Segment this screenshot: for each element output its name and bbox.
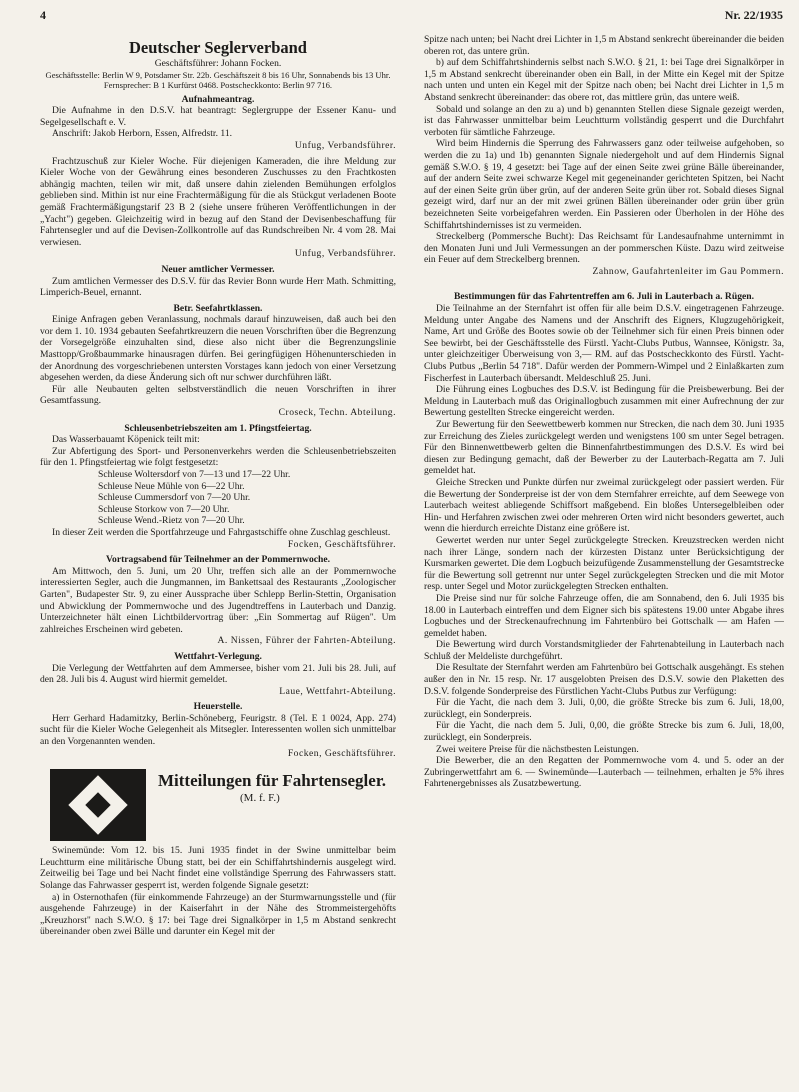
signature: Focken, Geschäftsführer. bbox=[287, 747, 396, 759]
signature: A. Nissen, Führer der Fahrten-Abteilung. bbox=[217, 635, 396, 647]
paragraph: Swinemünde: Vom 12. bis 15. Juni 1935 findet in der Swine unmittelbar beim Leuchtturm eine militärische Übung statt, bei der ein Schiffahrtshindernis ausgelegt wird. Zeitweilig bei Tage und bei Nacht findet eine vollständige Sperrung des Fahrwassers statt. Solange das Fahrwasser gesperrt ist, werden folgende Signale gesetzt: bbox=[40, 845, 396, 892]
left-column bbox=[40, 34, 396, 1084]
list-item: Schleuse Neue Mühle von 6—22 Uhr. bbox=[98, 480, 245, 492]
paragraph: Spitze nach unten; bei Nacht drei Lichter in 1,5 m Abstand senkrecht übereinander die beiden oberen rot, das untere grün. bbox=[424, 34, 784, 57]
heading-classes: Betr. Seefahrtklassen. bbox=[173, 302, 263, 314]
heading-rules: Bestimmungen für das Fahrtentreffen am 6. Juli in Lauterbach a. Rügen. bbox=[454, 291, 754, 303]
heading-lecture: Vortragsabend für Teilnehmer an der Pommernwoche. bbox=[105, 554, 331, 566]
signature: Croseck, Techn. Abteilung. bbox=[278, 407, 396, 419]
paragraph: Zur Abfertigung des Sport- und Personenverkehrs werden die Schleusenbetriebszeiten für den 1. Pfingstfeiertag wie folgt festgesetzt: bbox=[40, 445, 396, 469]
paragraph: Für die Yacht, die nach dem 3. Juli, 0,00, die größte Strecke bis zum 6. Juli, 18,00, zurücklegt, ein Sonderpreis. bbox=[424, 697, 784, 720]
flag-icon bbox=[50, 769, 146, 841]
list-item: Schleuse Woltersdorf von 7—13 und 17—22 Uhr. bbox=[98, 469, 291, 480]
list-item: Schleuse Storkow von 7—20 Uhr. bbox=[98, 503, 230, 515]
paragraph: Die Führung eines Logbuches des D.S.V. ist Bedingung für die Preisbewerbung. Bei der Meldung in Lauterbach muß das Originallogbuch zusammen mit einer Aufrechnung der zur Bewertung gestellten Strecke eingereicht werden. bbox=[424, 384, 784, 419]
paragraph: Die Aufnahme in den D.S.V. hat beantragt: Seglergruppe der Essener Kanu- und Segelgesellschaft e. V. bbox=[40, 105, 396, 128]
paragraph: Die Verlegung der Wettfahrten auf dem Ammersee, bisher vom 21. Juli bis 28. Juli, auf den 28. Juli bis 4. August wird hiermit gemeldet. bbox=[40, 662, 396, 686]
paragraph: a) in Osternothafen (für einkommende Fahrzeuge) an der Sturmwarnungsstelle und (für ausgehende Fahrzeuge) in der Kaiserfahrt in der Nähe des Strommeistergehöfts „Kreuzhorst" nach S.W.O. § 17: bei Tage drei Signalkörper in 1,5 m Abstand senkrecht übereinander oben zwei Bälle und darunter ein Kegel mit der bbox=[40, 891, 396, 938]
heading-membership: Aufnahmeantrag. bbox=[181, 93, 255, 105]
paragraph: Zum amtlichen Vermesser des D.S.V. für das Revier Bonn wurde Herr Math. Schmitting, Limperich-Beuel, ernannt. bbox=[40, 275, 396, 299]
paragraph: Am Mittwoch, den 5. Juni, um 20 Uhr, treffen sich alle an der Pommernwoche interessierten Segler, auch die Jungmannen, im Bankettsaal des Restaurants „Zoologischer Garten", Budapester Str. 9, zu einer Aussprache über Schlepp Berlin-Stettin, Organisation und Abwicklung der Pommernwoche und des Jugendtreffens in Lauterbach und Danzig. Unterzeichneter hält einen Lichtbildervortrag über: „Ein Sommertag auf Rügen". Um zahlreiches Erscheinen wird gebeten. bbox=[40, 565, 396, 635]
paragraph: Das Wasserbauamt Köpenick teilt mit: bbox=[52, 434, 200, 446]
paragraph: Anschrift: Jakob Herborn, Essen, Alfredstr. 11. bbox=[52, 128, 233, 140]
paragraph: Die Resultate der Sternfahrt werden am Fahrtenbüro bei Gottschalk ausgehängt. Es stehen außer den in Nr. 15 resp. Nr. 17 ausgelobten Preisen des D.S.V. sowie den Plaketten des D.S.V. folgende Sonderpreise des Fürstlichen Yacht-Clubs Putbus zur Verfügung: bbox=[424, 662, 784, 697]
paragraph: Gleiche Strecken und Punkte dürfen nur zweimal zurückgelegt oder passiert werden. Für die Bewertung der Sonderpreise ist der von dem Sternfahrer erreichte, auf dem Seewege von Lauterbach weitest abliegende Schiffsort maßgebend. Ein bloßes Untersegelbleiben oder Hin- und Herfahren zwischen zwei oder mehreren Orten wird nicht besonders gewertet, auch wenn die hierdurch erreichte Distanz eine größere ist. bbox=[424, 476, 784, 535]
paragraph: Zwei weitere Preise für die nächstbesten Leistungen. bbox=[436, 743, 639, 755]
signature: Focken, Geschäftsführer. bbox=[287, 538, 396, 550]
paragraph: Frachtzuschuß zur Kieler Woche. Für diejenigen Kameraden, die ihre Meldung zur Kieler Woche von der Gewährung eines besonderen Zuschusses zu den Frachtkosten abhängig machten, teilen wir mit, daß unsere dahin zielenden Bemühungen erfolglos geblieben sind. Mithin ist nur eine Frachtermäßigung für die als Stückgut verladenen Boote gemäß Frachtermäßigungstarif 23 B 2 (siehe unsere früheren Veröffentlichungen in der „Yacht") gegeben. Gleichzeitig wird in bezug auf den Stand der Devisenbeschaffung für Fahrtensegler und auf die Devisen-Zollkontrolle auf das Rundschreiben Nr. 4 vom 28. Mai verwiesen. bbox=[40, 155, 396, 248]
mff-header bbox=[40, 765, 396, 845]
list-item: Schleuse Cummersdorf von 7—20 Uhr. bbox=[98, 492, 251, 504]
issue-number: Nr. 22/1935 bbox=[724, 8, 783, 22]
paragraph: Sobald und solange an den zu a) und b) genannten Stellen diese Signale gezeigt werden, ist das Fahrwasser unmittelbar beim Leuchtturm vollständig gesperrt und die Durchfahrt verboten für sämtliche Fahrzeuge. bbox=[424, 103, 784, 138]
managing-director: Geschäftsführer: Johann Focken. bbox=[154, 58, 282, 69]
mff-subtitle: (M. f. F.) bbox=[240, 792, 280, 805]
paragraph: Einige Anfragen geben Veranlassung, nochmals darauf hinzuweisen, daß auch bei den vor dem 1. 10. 1934 gebauten Seefahrtkreuzern die neuen Vorschriften über die Begrenzung der Vorsegelgröße einzuhalten sind, diese also nicht über die Begrenzungslinie Masttopp/Großbaummarke hinausragen dürfen. Bei geringfügigen Höhenunterschieden in der Anordnung des vorgeschriebenen untersten Vorstages kann jedoch von einer Versetzung abgesehen werden, da diese Änderung sich oft nur schwer durchführen läßt. bbox=[40, 314, 396, 384]
heading-race-postponement: Wettfahrt-Verlegung. bbox=[174, 650, 262, 662]
paragraph: Wird beim Hindernis die Sperrung des Fahrwassers ganz oder teilweise aufgehoben, so werden die zu 1a) und 1b) genannten Signale niedergeholt und auf dem Hindernis Signal gemäß S.W.O. § 19, 4 gesetzt: bei Tage auf der einen Seite zwei grüne Bälle übereinander, auf der andern Seite zwei schwarze Kegel mit gegeneinander gerichteten Spitzen, bei Nacht auf der einen Seite grün über grün, auf der anderen Seite grün über rot. Sobald dieses Signal gezeigt wird, darf nur an der mit zwei grünen Bällen übereinander oder grün über grün bezeichneten Seite vorbeigefahren werden. Ein Passieren oder Überholen in der Höhe des Schiffahrtshindernisses ist zu vermeiden. bbox=[424, 138, 784, 231]
signature: Zahnow, Gaufahrtenleiter im Gau Pommern. bbox=[592, 265, 784, 277]
section-title: Deutscher Seglerverband bbox=[129, 38, 307, 57]
paragraph: Gewertet werden nur unter Segel zurückgelegte Strecken. Kreuzstrecken werden nicht nach ihrer Länge, sondern nach der kürzesten Distanz unter Berücksichtigung der Kursmarken gewertet. Die dem Logbuch beizufügende Zusammenstellung der Gesamtstrecke für die Bewertung soll getrennt nur unter Segel zurückgelegten Strecken und die mit Motor resp. unter Segel und Motor zurückgelegten Strecken enthalten. bbox=[424, 534, 784, 593]
paragraph: Zur Bewertung für den Seewettbewerb kommen nur Strecken, die nach dem 30. Juni 1935 zur Erreichung des Zieles zurückgelegt werden und wenigstens 100 sm unter Segel betragen. Für den Binnenwettbewerb gelten die Binnenfahrtbestimmungen des D.S.V. Es wird bei diesen zur Bedingung gemacht, daß der Bewerber zu der Lauterbach-Regatta am 7. Juli gemeldet hat. bbox=[424, 419, 784, 477]
paragraph: b) auf dem Schiffahrtshindernis selbst nach S.W.O. § 21, 1: bei Tage drei Signalkörper in 1,5 m Abstand senkrecht übereinander oben ein Ball, in der Mitte ein Kegel mit der Spitze nach unten und unten ein Kegel mit der Spitze nach oben; bei Nacht drei Lichter in 1,5 m Abstand senkrecht übereinander: das obere rot, das mittlere grün, das untere weiß. bbox=[424, 57, 784, 103]
page-number: 4 bbox=[40, 8, 46, 22]
right-column bbox=[424, 34, 784, 1084]
paragraph: Die Preise sind nur für solche Fahrzeuge offen, die am Sonnabend, den 6. Juli 1935 bis 18.00 in Lauterbach eintreffen und dem Eigner sich bis spätestens 19.00 unter Abgabe ihres Logbuches und der Streckenaufrechnung im Fahrtenbüro bei Gottschalk — am Hafen — gemeldet haben. bbox=[424, 592, 784, 639]
paragraph: Die Teilnahme an der Sternfahrt ist offen für alle beim D.S.V. eingetragenen Fahrzeuge. Meldung unter Angabe des Namens und der Anschrift des Eigners, Klugzugehörigkeit, Name, Art und Größe des Bootes sowie ob der Teilnehmer sich für einen Preis binnen oder See bewirbt, bei der Geschäftsstelle des Fürstl. Yacht-Clubs Putbus, Wannsee, Königstr. 3a, unter gleichzeitiger Überweisung von 3,— RM. auf das Postscheckkonto des Fürstl. Yacht-Clubs Putbus „Berlin 54 718". Dafür werden der Pommern-Wimpel und 2 Einlaßkarten zum Fischerfest in Lauterbach übersandt. Meldeschluß 25. Juni. bbox=[424, 303, 784, 384]
paragraph: Für die Yacht, die nach dem 5. Juli, 0,00, die größte Strecke bis zum 6. Juli, 18,00, zurücklegt, ein Sonderpreis. bbox=[424, 720, 784, 744]
paragraph: Herr Gerhard Hadamitzky, Berlin-Schöneberg, Feurigstr. 8 (Tel. E 1 0024, App. 274) sucht für die Kieler Woche Gelegenheit als Mitsegler. Interessenten wollen sich unmittelbar an den Vorgenannten wenden. bbox=[40, 712, 396, 748]
paragraph: Streckelberg (Pommersche Bucht): Das Reichsamt für Landesaufnahme unternimmt in den Monaten Juni und Juli Vermessungen an der pommerschen Küste. Dazu wird zeitweise ein Feuer auf dem Streckelberg brennen. bbox=[424, 231, 784, 266]
paragraph: Die Bewertung wird durch Vorstandsmitglieder der Fahrtenabteilung in Lauterbach nach Schluß der Meldeliste durchgeführt. bbox=[424, 639, 784, 662]
paragraph: Die Bewerber, die an den Regatten der Pommernwoche vom 4. und 5. oder an der Zubringerwettfahrt am 6. — Swinemünde—Lauterbach — teilnehmen, erhalten je 5% ihres Fahrtenergebnisses als Zusatzbewertung. bbox=[424, 755, 784, 790]
paragraph: In dieser Zeit werden die Sportfahrzeuge und Fahrgastschiffe ohne Zuschlag geschleust. bbox=[52, 526, 391, 538]
signature: Unfug, Verbandsführer. bbox=[294, 248, 396, 260]
list-item: Schleuse Wend.-Rietz von 7—20 Uhr. bbox=[98, 515, 245, 527]
heading-locks: Schleusenbetriebszeiten am 1. Pfingstfeiertag. bbox=[124, 422, 312, 434]
heading-surveyor: Neuer amtlicher Vermesser. bbox=[161, 263, 275, 275]
signature: Unfug, Verbandsführer. bbox=[294, 139, 396, 151]
lock-schedule-list bbox=[40, 469, 396, 527]
signature: Laue, Wettfahrt-Abteilung. bbox=[279, 685, 396, 697]
office-address: Geschäftsstelle: Berlin W 9, Potsdamer Str. 22b. Geschäftszeit 8 bis 16 Uhr, Sonnabends bis 13 Uhr. Fernsprecher: B 1 Kurfürst 0468. Postscheckkonto: Berlin 97 716. bbox=[45, 69, 391, 90]
heading-crew: Heuerstelle. bbox=[193, 701, 243, 713]
mff-title: Mitteilungen für Fahrtensegler. bbox=[158, 771, 387, 791]
paragraph: Für alle Neubauten gelten selbstverständlich die neuen Vorschriften in ihrer Gesamtfassung. bbox=[40, 383, 396, 407]
